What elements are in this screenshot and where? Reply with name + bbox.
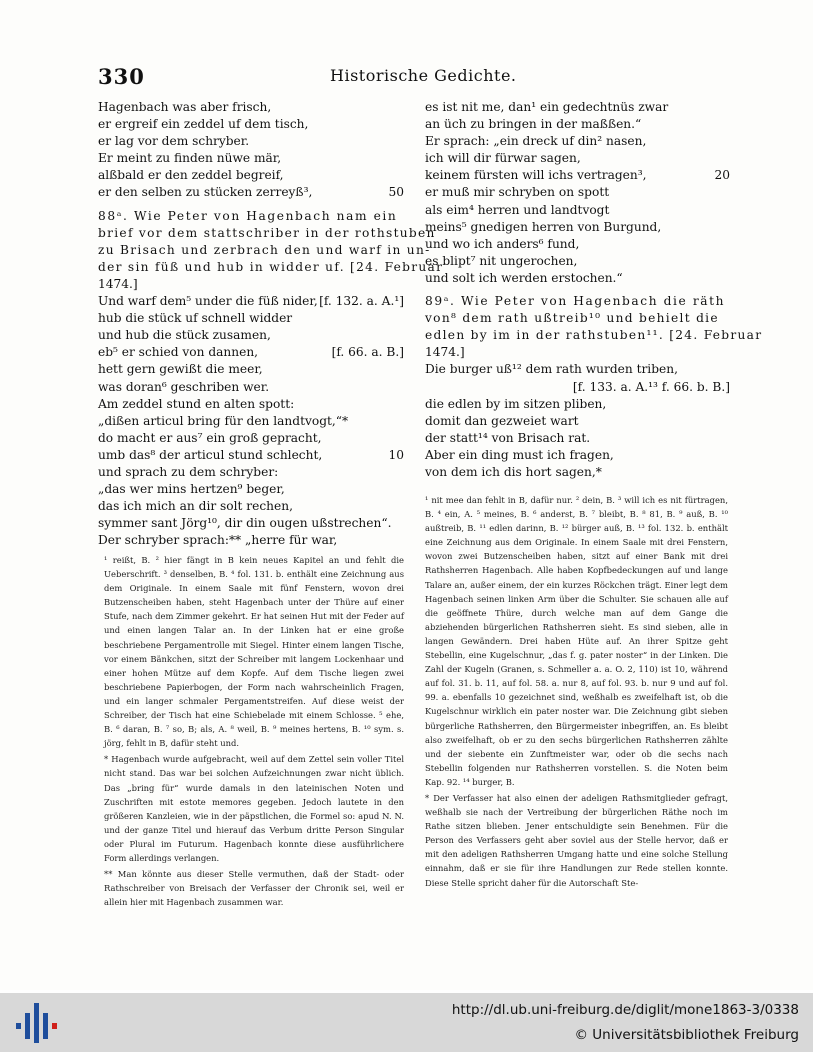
text-line <box>98 344 404 361</box>
text-line <box>98 99 404 116</box>
text-line <box>425 413 730 430</box>
text-line <box>98 396 404 413</box>
text-line <box>425 310 730 327</box>
text-line <box>98 532 404 549</box>
line-text: zu Brisach und zerbrach den und warf in un- <box>98 242 431 257</box>
line-text: an üch zu bringen in der maßßen.“ <box>425 117 642 132</box>
text-line <box>98 327 404 344</box>
line-text: do macht er aus⁷ ein groß gepracht, <box>98 430 322 445</box>
line-text: die edlen by im sitzen pliben, <box>425 396 607 411</box>
text-line <box>425 270 730 287</box>
line-text: der statt¹⁴ von Brisach rat. <box>425 430 591 445</box>
text-line <box>425 361 730 378</box>
margin-note: [f. 133. a. A.¹³ f. 66. b. B.] <box>572 379 730 394</box>
text-line <box>98 430 404 447</box>
text-line <box>425 202 730 219</box>
text-line <box>425 184 730 201</box>
text-line <box>425 379 730 396</box>
running-title: Historische Gedichte. <box>330 66 517 85</box>
line-text: Hagenbach was aber frisch, <box>98 100 272 114</box>
right-footnotes <box>425 493 728 892</box>
text-line <box>98 150 404 167</box>
footnote: ** Man könnte aus dieser Stelle vermuthen, daß der Stadt- oder Rathschreiber von Breisach der Verfasser der Chronik sei, weil er allein hier mit Hagenbach zusammen war. <box>104 869 404 908</box>
line-text: Und warf dem⁵ under die füß nider, <box>98 294 318 309</box>
line-text: und wo ich anders⁶ fund, <box>425 236 580 251</box>
text-line <box>425 464 730 481</box>
line-text: edlen by im in der rathstuben¹¹. [24. Februar <box>425 328 763 343</box>
text-line <box>98 361 404 378</box>
footnote: ¹ nit mee dan fehlt in B, dafür nur. ² dein, B. ³ will ich es nit fürtragen, B. ⁴ ein, A. ⁵ meines, B. ⁶ anderst, B. ⁷ bleibt, B. ⁸ 81, B. ⁹ auß, B. ¹⁰ außtreib, B. ¹¹ edlen darinn, B. ¹² bürger auß, B. ¹³ fol. 132. b. enthält eine Zeichnung aus dem Originale. In einem Saale mit drei Fenstern, wovon zwei Butzenscheiben haben, sitzt auf einer Bank mit drei Rathsherren Hagenbach. Alle haben Kopfbedeckungen auf und lange Talare an, außer einem, der ein kurzes Röckchen trägt. Einer legt dem Hagenbach seinen linken Arm über die Schulter. Sie schauen alle auf die geöffnete Thüre, durch welche man auf dem Gange die abziehenden bürgerlichen Rathsherren sieht. Es sind sieben, alle in langen Gewändern. Drei haben Hüte auf. An ihrer Spitze geht Stebellin, eine Kugelschnur, „das f. g. pater noster“ in der Linken. Die Zahl der Kugeln (Granen, s. Schmeller a. a. O. 2, 110) ist 10, während auf fol. 31. b. 11, auf fol. 58. a. nur 8, auf fol. 93. b. nur 9 und auf fol. 99. a. ebenfalls 10 gezeichnet sind, weßhalb es zweifelhaft ist, ob die Kugelschnur wirklich ein pater noster war. Die Zeichnung gibt sieben bürgerliche Rathsherren, den Bürgermeister inbegriffen, an. Es bleibt also zweifelhaft, ob er zu den sechs bürgerlichen Rathsherren zählte und der siebente ein Zunftmeister war, oder ob die sechs nach Stebellin folgenden nur Rathsherren vorstellen. S. die Noten beim Kap. 92. ¹⁴ burger, B. <box>425 495 728 787</box>
line-text: 1474.] <box>425 345 465 360</box>
text-line <box>98 379 404 396</box>
text-line <box>98 515 404 532</box>
text-line <box>98 498 404 515</box>
line-text: als eim⁴ herren und landtvogt <box>425 202 610 217</box>
line-text: Der schryber sprach:** „herre für war, <box>98 533 338 548</box>
text-line <box>425 253 730 270</box>
left-text-column <box>98 99 444 549</box>
university-logo-icon <box>12 999 60 1047</box>
text-line <box>425 344 730 361</box>
line-text: domit dan gezweiet wart <box>425 413 579 428</box>
footnote: * Der Verfasser hat also einen der adeligen Rathsmitglieder gefragt, weßhalb sie nach der Vertreibung der bürgerlichen Räthe noch im Rathe sitzen blieben. Jener entschuldigte sein Benehmen. Für die Person des Verfassers geht aber soviel aus der Stelle hervor, daß er mit den adeligen Rathsherren Umgang hatte und eine solche Stellung einnahm, daß er sie für ihre Handlungen zur Rede stellen konnte. Diese Stelle spricht daher für die Autorschaft Ste- <box>425 792 728 888</box>
line-text: hett gern gewißt die meer, <box>98 362 263 377</box>
viewer-footer-bar <box>0 993 813 1052</box>
text-line <box>98 133 404 150</box>
line-text: er den selben zu stücken zerreyß³, <box>98 185 313 200</box>
text-line <box>425 116 730 133</box>
line-text: 88ᵃ. Wie Peter von Hagenbach nam ein <box>98 208 398 223</box>
line-text: und sprach zu dem schryber: <box>98 464 279 479</box>
line-text: er lag vor dem schryber. <box>98 134 250 149</box>
line-text: und hub die stück zusamen, <box>98 328 271 343</box>
line-text: keinem fürsten will ichs vertragen³, <box>425 168 647 183</box>
line-text: meins⁵ gnedigen herren von Burgund, <box>425 219 662 234</box>
source-url-link[interactable]: http://dl.ub.uni-freiburg.de/diglit/mone1863-3/0338 <box>451 1002 799 1018</box>
line-text: Er sprach: „ein dreck uf din² nasen, <box>425 134 647 149</box>
text-line <box>98 184 404 201</box>
page-number: 330 <box>98 64 145 89</box>
line-text: es blipt⁷ nit ungerochen, <box>425 253 578 268</box>
line-text: 89ᵃ. Wie Peter von Hagenbach die räth <box>425 294 726 309</box>
text-line <box>425 219 730 236</box>
margin-note: 20 <box>714 168 730 183</box>
text-line <box>98 259 444 276</box>
text-line <box>425 396 730 413</box>
line-text: von⁸ dem rath ußtreib¹⁰ und behielt die <box>425 311 719 326</box>
text-line <box>98 447 404 464</box>
left-footnotes <box>104 553 404 911</box>
text-line <box>98 208 404 225</box>
margin-note: 50 <box>388 185 404 200</box>
text-line <box>98 413 404 430</box>
text-line <box>425 430 730 447</box>
line-text: es ist nit me, dan¹ ein gedechtnüs zwar <box>425 100 669 114</box>
text-line <box>98 167 404 184</box>
text-line <box>425 236 730 253</box>
line-text: „dißen articul bring für den landtvogt,“* <box>98 413 349 428</box>
text-line <box>98 293 404 310</box>
text-line <box>425 447 730 464</box>
line-text: von dem ich dis hort sagen,* <box>425 464 602 479</box>
text-line <box>425 167 730 184</box>
line-text: Die burger uß¹² dem rath wurden triben, <box>425 362 678 377</box>
text-line <box>425 99 730 116</box>
line-text: Aber ein ding must ich fragen, <box>425 447 614 462</box>
line-text: Am zeddel stund en alten spott: <box>98 396 295 411</box>
line-text: er muß mir schryben on spott <box>425 185 610 200</box>
text-line <box>98 242 431 259</box>
text-line <box>98 464 404 481</box>
line-text: ich will dir fürwar sagen, <box>425 151 581 166</box>
line-text: alßbald er den zeddel begreif, <box>98 168 284 183</box>
line-text: symmer sant Jörg¹⁰, dir din ougen ußstrechen“. <box>98 516 392 531</box>
line-text: was doran⁶ geschriben wer. <box>98 379 270 394</box>
margin-note: [f. 66. a. B.] <box>331 345 404 360</box>
right-text-column <box>425 99 763 481</box>
text-line <box>98 225 436 242</box>
text-line <box>425 150 730 167</box>
line-text: 1474.] <box>98 276 138 291</box>
line-text: der sin füß und hub in widder uf. [24. Februar <box>98 259 444 274</box>
line-text: Er meint zu finden nüwe mär, <box>98 151 282 166</box>
footnote: * Hagenbach wurde aufgebracht, weil auf dem Zettel sein voller Titel nicht stand. Das war bei solchen Aufzeichnungen zwar nicht üblich. Das „bring für“ wurde damals in den lateinischen Noten und Zuschriften mit estote memores gegeben. Jedoch lautete in den größeren Kanzleien, wie in der päpstlichen, die Formel so: apud N. N. und der ganze Titel und hierauf das Verbum dritte Person Singular oder Plural im Futurum. Hagenbach konnte diese ausführlichere Form allerdings verlangen. <box>104 754 404 863</box>
text-line <box>425 327 763 344</box>
copyright-text: © Universitätsbibliothek Freiburg <box>574 1027 799 1043</box>
line-text: hub die stück uf schnell widder <box>98 311 293 326</box>
margin-note: 10 <box>388 447 404 462</box>
text-line <box>425 133 730 150</box>
footnote: ¹ reißt, B. ² hier fängt in B kein neues Kapitel an und fehlt die Ueberschrift. ³ denselben, B. ⁴ fol. 131. b. enthält eine Zeichnung aus dem Originale. In einem Saale mit fünf Fenstern, wovon drei Butzenscheiben haben, steht Hagenbach unter der Thüre auf einer Stufe, nach dem Zimmer gekehrt. Er hat seinen Hut mit der Feder auf und einen langen Talar an. In der Linken hat er eine große beschriebene Pergamentrolle mit Siegel. Hinter einem langen Tische, vor einem Bänkchen, sitzt der Schreiber mit langem Lockenhaar und einer hohen Mütze auf dem Kopfe. Auf dem Tische liegen zwei beschriebene Papierbogen, der Form nach wahrscheinlich Fragen, und ein langer schmaler Pergamentstreifen. Auf diese weist der Schreiber, der Tisch hat eine Schiebelade mit einem Schlosse. ⁵ ehe, B. ⁶ daran, B. ⁷ so, B; als, A. ⁸ weil, B. ⁹ meines hertens, B. ¹⁰ sym. s. jörg, fehlt in B, dafür steht und. <box>104 555 404 749</box>
line-text: „das wer mins hertzen⁹ beger, <box>98 482 285 497</box>
text-line <box>98 276 404 293</box>
text-line <box>98 310 404 327</box>
line-text: umb das⁸ der articul stund schlecht, <box>98 447 323 462</box>
text-line <box>98 481 404 498</box>
text-line <box>98 116 404 133</box>
line-text: das ich mich an dir solt rechen, <box>98 499 293 514</box>
line-text: brief vor dem stattschriber in der rothstuben <box>98 225 436 240</box>
margin-note: [f. 132. a. A.¹] <box>319 294 404 309</box>
line-text: er ergreif ein zeddel uf dem tisch, <box>98 117 309 132</box>
line-text: eb⁵ er schied von dannen, <box>98 345 259 360</box>
line-text: und solt ich werden erstochen.“ <box>425 270 623 285</box>
text-line <box>425 293 730 310</box>
